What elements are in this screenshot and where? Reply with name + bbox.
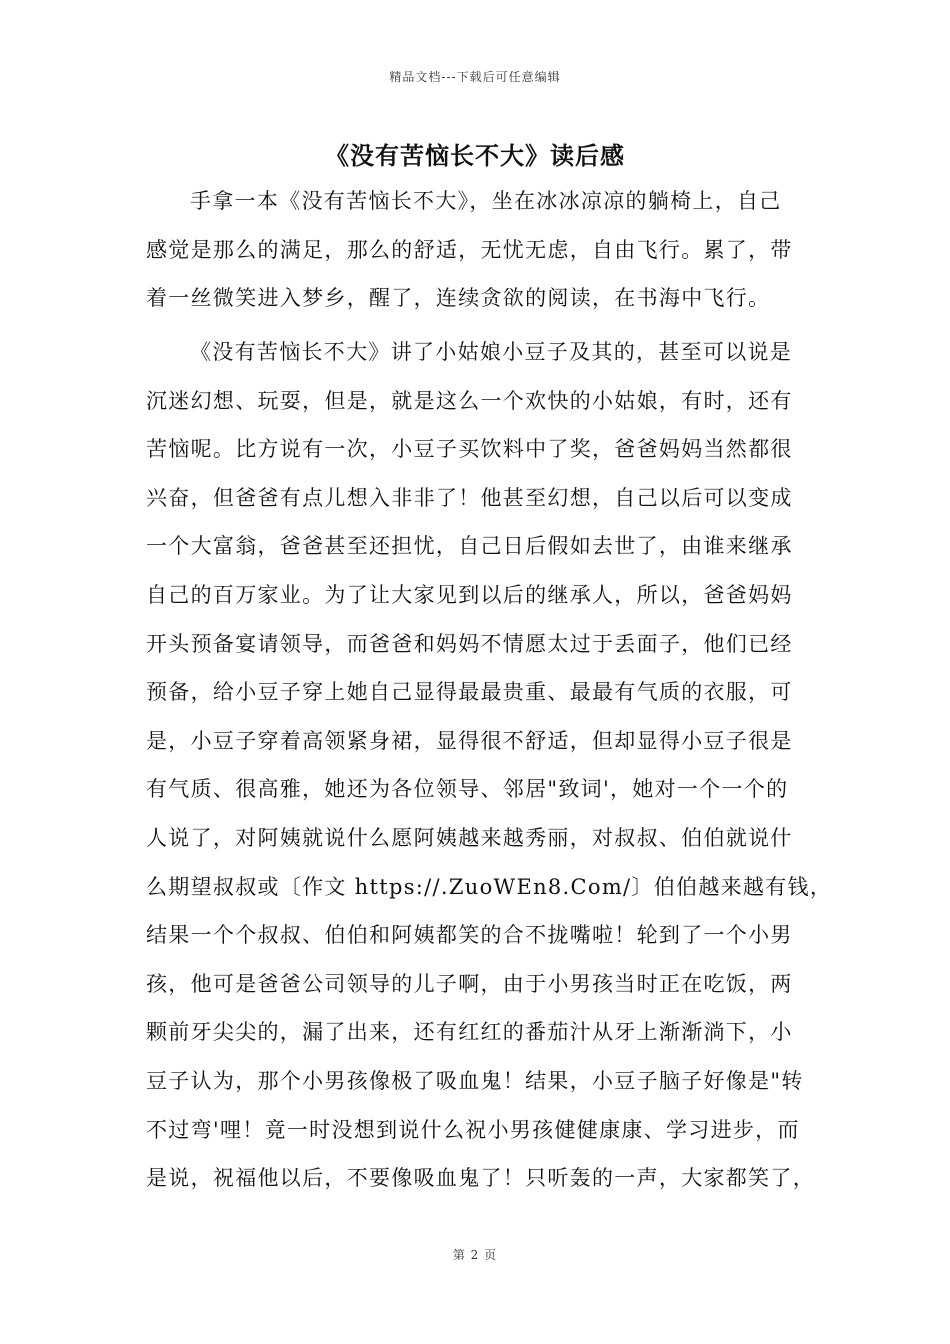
paragraph-line: 感觉是那么的满足，那么的舒适，无忧无虑，自由飞行。累了，带 [146,237,793,262]
paragraph-line: 兴奋，但爸爸有点儿想入非非了！他甚至幻想，自己以后可以变成 [146,485,793,510]
paragraph-line: 有气质、很高雅，她还为各位领导、邻居"致词'，她对一个一个的 [146,777,789,802]
paragraph-line: 结果一个个叔叔、伯伯和阿姨都笑的合不拢嘴啦！轮到了一个小男 [146,923,793,948]
paragraph-line: 么期望叔叔或〔作文 https://.ZuoWEn8.Com/〕伯伯越来越有钱， [146,874,833,899]
paragraph-line: 手拿一本《没有苦恼长不大》，坐在冰冰凉凉的躺椅上，自己 [190,189,782,213]
paragraph-line: 苦恼呢。比方说有一次，小豆子买饮料中了奖，爸爸妈妈当然都很 [146,437,793,462]
paragraph-line: 孩，他可是爸爸公司领导的儿子啊，由于小男孩当时正在吃饭，两 [146,971,793,996]
paragraph-line: 是，小豆子穿着高领紧身裙，显得很不舒适，但却显得小豆子很是 [146,728,793,753]
paragraph-line: 着一丝微笑进入梦乡，醒了，连续贪欲的阅读，在书海中飞行。 [146,286,771,311]
paragraph-line: 开头预备宴请领导，而爸爸和妈妈不情愿太过于丢面子，他们已经 [146,631,793,656]
paragraph-line: 自己的百万家业。为了让大家见到以后的继承人，所以，爸爸妈妈 [146,582,793,607]
page-header: 精品文档---下载后可任意编辑 [389,70,561,84]
paragraph-2 [146,328,833,1203]
paragraph-line: 一个大富翁，爸爸甚至还担忧，自己日后假如去世了，由谁来继承 [146,534,793,559]
paragraph-line: 人说了，对阿姨就说什么愿阿姨越来越秀丽，对叔叔、伯伯就说什 [146,825,793,850]
paragraph-1 [146,177,811,323]
paragraph-line: 是说，祝福他以后，不要像吸血鬼了！只听轰的一声，大家都笑了， [146,1166,815,1191]
paragraph-line: 不过弯'哩！竟一时没想到说什么祝小男孩健健康康、学习进步，而 [146,1117,800,1142]
paragraph-line: 豆子认为，那个小男孩像极了吸血鬼！结果，小豆子脑子好像是"转 [146,1068,804,1093]
document-title: 《没有苦恼长不大》读后感 [325,141,625,170]
page-number: 第 2 页 [452,1248,498,1262]
paragraph-line: 《没有苦恼长不大》讲了小姑娘小豆子及其的，甚至可以说是 [190,340,793,364]
paragraph-line: 沉迷幻想、玩耍，但是，就是这么一个欢快的小姑娘，有时，还有 [146,388,793,413]
paragraph-line: 颗前牙尖尖的，漏了出来，还有红红的番茄汁从牙上渐渐淌下，小 [146,1020,793,1045]
paragraph-line: 预备，给小豆子穿上她自己显得最最贵重、最最有气质的衣服，可 [146,680,793,705]
